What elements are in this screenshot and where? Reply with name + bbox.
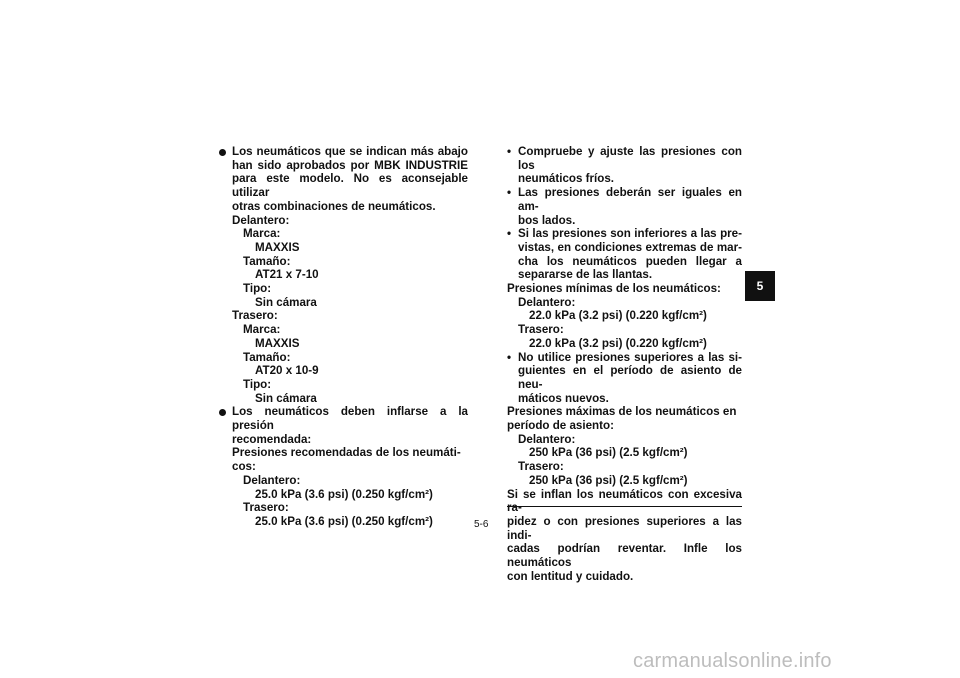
text-line: Compruebe y ajuste las presiones con los bbox=[518, 145, 742, 172]
left-column bbox=[218, 145, 468, 529]
recommended-title: cos: bbox=[232, 460, 256, 474]
warning-text: pidez o con presiones superiores a las indi- bbox=[507, 514, 742, 542]
front-type-value: Sin cámara bbox=[255, 295, 317, 309]
text-line: No utilice presiones superiores a las si- bbox=[518, 350, 742, 364]
min-rear-label: Trasero: bbox=[518, 323, 564, 337]
text-line: vistas, en condiciones extremas de mar- bbox=[518, 240, 742, 254]
max-front-value: 250 kPa (36 psi) (2.5 kgf/cm²) bbox=[529, 446, 688, 460]
list-item-equal-pressure bbox=[507, 186, 742, 227]
text-line: máticos nuevos. bbox=[518, 391, 609, 405]
min-front-value: 22.0 kPa (3.2 psi) (0.220 kgf/cm²) bbox=[529, 309, 707, 323]
text-line: Si las presiones son inferiores a las pre- bbox=[518, 227, 742, 241]
rear-brand-value: MAXXIS bbox=[255, 336, 300, 350]
rec-front-label: Delantero: bbox=[243, 473, 301, 487]
rec-rear-value: 25.0 kPa (3.6 psi) (0.250 kgf/cm²) bbox=[255, 514, 433, 528]
watermark: carmanualsonline.info bbox=[633, 650, 832, 672]
list-item-break-in bbox=[507, 351, 742, 406]
max-front-label: Delantero: bbox=[518, 432, 576, 446]
bullet-icon: • bbox=[507, 227, 512, 241]
recommended-title: Presiones recomendadas de los neumáti- bbox=[232, 446, 461, 460]
text-line: bos lados. bbox=[518, 213, 576, 227]
text-line: han sido aprobados por MBK INDUSTRIE bbox=[232, 158, 468, 172]
rear-type-value: Sin cámara bbox=[255, 391, 317, 405]
warning-text: Si se inflan los neumáticos con excesiva ra- bbox=[507, 487, 742, 515]
max-rear-value: 250 kPa (36 psi) (2.5 kgf/cm²) bbox=[529, 473, 688, 487]
text-line: para este modelo. No es aconsejable utilizar bbox=[232, 172, 468, 200]
list-item-low-pressure bbox=[507, 227, 742, 282]
text-line: guientes en el período de asiento de neu- bbox=[518, 364, 742, 391]
front-size-value: AT21 x 7-10 bbox=[255, 268, 319, 282]
bullet-dot-icon bbox=[219, 149, 226, 156]
warning-text: cadas podrían reventar. Infle los neumáticos bbox=[507, 542, 742, 570]
max-pressure-title: Presiones máximas de los neumáticos en bbox=[507, 405, 737, 419]
list-item-approved-tires bbox=[218, 145, 468, 214]
front-label: Delantero: bbox=[232, 213, 290, 227]
rear-label: Trasero: bbox=[232, 309, 278, 323]
list-item-inflate bbox=[218, 405, 468, 446]
rear-brand-label: Marca: bbox=[243, 323, 281, 337]
front-size-label: Tamaño: bbox=[243, 254, 291, 268]
max-pressure-title: período de asiento: bbox=[507, 419, 614, 433]
max-rear-label: Trasero: bbox=[518, 460, 564, 474]
text-line: cha los neumáticos pueden llegar a bbox=[518, 254, 742, 268]
bullet-icon: • bbox=[507, 350, 512, 364]
bullet-icon: • bbox=[507, 145, 512, 158]
rear-size-label: Tamaño: bbox=[243, 350, 291, 364]
text-line: otras combinaciones de neumáticos. bbox=[232, 199, 436, 213]
right-column bbox=[507, 145, 742, 584]
text-line: Las presiones deberán ser iguales en am- bbox=[518, 186, 742, 213]
text-line: recomendada: bbox=[232, 432, 312, 446]
front-brand-label: Marca: bbox=[243, 227, 281, 241]
min-pressure-title: Presiones mínimas de los neumáticos: bbox=[507, 282, 721, 296]
text-line: separarse de las llantas. bbox=[518, 268, 653, 282]
list-item-check-pressure bbox=[507, 145, 742, 186]
rear-size-value: AT20 x 10-9 bbox=[255, 364, 319, 378]
text-line: Los neumáticos deben inflarse a la presión bbox=[232, 405, 468, 433]
bullet-icon: • bbox=[507, 186, 512, 200]
min-rear-value: 22.0 kPa (3.2 psi) (0.220 kgf/cm²) bbox=[529, 336, 707, 350]
section-divider bbox=[507, 506, 742, 507]
warning-text: con lentitud y cuidado. bbox=[507, 569, 634, 583]
chapter-tab: 5 bbox=[745, 271, 775, 301]
min-front-label: Delantero: bbox=[518, 295, 576, 309]
page-number: 5-6 bbox=[474, 519, 489, 530]
front-type-label: Tipo: bbox=[243, 282, 272, 296]
rec-front-value: 25.0 kPa (3.6 psi) (0.250 kgf/cm²) bbox=[255, 487, 433, 501]
rec-rear-label: Trasero: bbox=[243, 501, 289, 515]
bullet-dot-icon bbox=[219, 409, 226, 416]
rear-type-label: Tipo: bbox=[243, 377, 272, 391]
text-line: neumáticos fríos. bbox=[518, 172, 614, 186]
front-brand-value: MAXXIS bbox=[255, 240, 300, 254]
text-line: Los neumáticos que se indican más abajo bbox=[232, 145, 468, 158]
